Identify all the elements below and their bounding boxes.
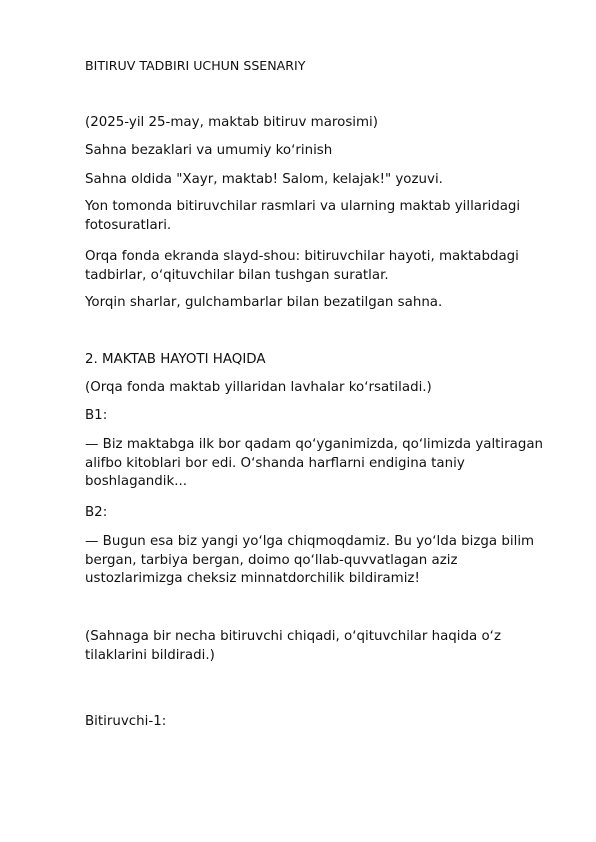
section-2-heading: 2. MAKTAB HAYOTI HAQIDA [85, 352, 266, 367]
speaker-b1-label: B1: [85, 408, 108, 423]
graduate-1-label: Bitiruvchi-1: [85, 714, 167, 729]
speaker-b2-text: — Bugun esa biz yangi yoʻlga chiqmoqdamiz. Bu yoʻlda bizga bilim bergan, tarbiya bergan, doimo qoʻllab-quvvatlagan aziz ustozlarimizga cheksiz minnatdorchilik bildiramiz! [85, 534, 535, 587]
speaker-b2-label: B2: [85, 505, 108, 520]
document-title: BITIRUV TADBIRI UCHUN SSENARIY [85, 58, 306, 73]
stage-paragraph-4: Yorqin sharlar, gulchambarlar bilan bezatilgan sahna. [85, 295, 443, 310]
date-line: (2025-yil 25-may, maktab bitiruv marosimi) [85, 115, 378, 130]
stage-paragraph-3: Orqa fonda ekranda slayd-shou: bitiruvchilar hayoti, maktabdagi tadbirlar, oʻqituvchilar bilan tushgan suratlar. [85, 249, 519, 283]
stage-heading: Sahna bezaklari va umumiy koʻrinish [85, 143, 333, 158]
section-2-note: (Orqa fonda maktab yillaridan lavhalar koʻrsatiladi.) [85, 380, 432, 395]
stage-paragraph-1: Sahna oldida "Xayr, maktab! Salom, kelajak!" yozuvi. [85, 172, 443, 187]
stage-paragraph-2: Yon tomonda bitiruvchilar rasmlari va ularning maktab yillaridagi fotosuratlari. [85, 199, 521, 233]
speaker-b1-text: — Biz maktabga ilk bor qadam qoʻyganimizda, qoʻlimizda yaltiragan alifbo kitoblari bor edi. Oʻshanda harflarni endigina taniy boshlagandik... [85, 437, 544, 490]
graduates-note: (Sahnaga bir necha bitiruvchi chiqadi, oʻqituvchilar haqida oʻz tilaklarini bildiradi.) [85, 629, 501, 663]
